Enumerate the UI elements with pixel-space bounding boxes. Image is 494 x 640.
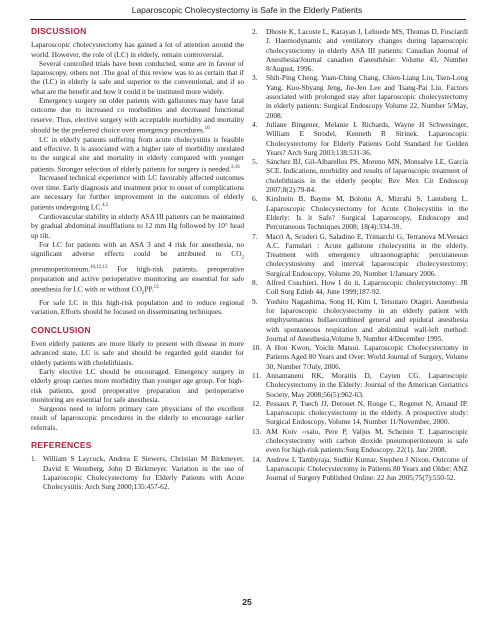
header-rule <box>30 19 466 20</box>
reference-number: 12. <box>252 398 262 408</box>
reference-number: 6. <box>252 194 258 204</box>
reference-item <box>252 194 468 231</box>
reference-item <box>252 120 468 157</box>
discussion-paragraph-6: Cardiovascular stability in elderly ASA III patients can be maintained by gradual abdominal insufflations to 12 mm Hg followed by 10° head up tilt. <box>31 211 244 240</box>
discussion-paragraph-3 <box>31 96 244 135</box>
discussion-paragraph-8: For safe LC in this high-risk population and to reduce regional variation, Efforts should be focused on disseminating techniques. <box>31 298 244 317</box>
discussion-paragraph-5 <box>31 173 244 212</box>
reference-item <box>31 454 244 491</box>
reference-item <box>252 27 468 73</box>
reference-text: Alfred Cuschieri. How I do it, Laparoscopic cholecystectomy: JR Coll Surg Edinb 44, June 1999;187-92. <box>266 278 468 297</box>
page-number: 25 <box>242 597 252 607</box>
reference-text: Juliane Bingener, Melanie L Richards, Wayne H Schwesinger, William E Strodel, Kenneth R Sirinek. Laparoscopic Cholecystectomy for Elderly Patients Gold Standard for Golden Years? Arch Surg 2003;138:531-36. <box>266 119 468 157</box>
reference-number: 5. <box>252 157 258 167</box>
reference-item <box>252 427 468 455</box>
reference-item <box>252 278 468 297</box>
right-column <box>252 27 468 483</box>
discussion-paragraph-4-text: LC in elderly patients suffering from acute cholecystitis is feasible and effective. It is associated with a higher rate of morbidity unrelated to the surgical site and mortality in elderly compared with younger patients. Stronger selection of elderly patients for surgery is needed. <box>31 134 244 174</box>
reference-text: Dhoste K, Lacoste L, Karayan J, Lehuede MS, Thomas D, Fusciardi J. Haemodynamic and ventilatory changes during laparoscopic cholecystectomy in elderly ASA III patients: Canadian Journal of Anesthesia/Journal canadien d'anesthésie: Volume 43, Number 8/August, 1996. <box>266 27 468 74</box>
reference-item <box>252 297 468 343</box>
reference-text: Pessaux P, Tuech JJ, Derouet N, Rouge C, Regenet N, Arnaud JP. Laparoscopic cholecystectomy in the elderly. A prospective study: Surgical Endoscopy, Volume 14, Number 11/November, 2000. <box>266 398 468 427</box>
reference-number: 13. <box>252 426 262 436</box>
reference-text: Sánchez BJ, Gil-Albarellos PS, Moreno MN, Monsalve LE, García SCE. Indications, morbidity and results of laparoscopic treatment of cholelithiasis in the elderly people: Rev Mex Cir Endoscop 2007;8(2):79-84. <box>266 157 468 195</box>
conclusion-paragraph-3: Surgeons need to inform primary care physicians of the excellent result of laparoscopic procedures in the elderly to encourage earlier referrals. <box>31 404 244 432</box>
discussion-paragraph-7-text: For LC for patients with an ASA 3 and 4 risk for anesthesia, no significant adverse effects could be attributed to CO <box>31 239 244 259</box>
discussion-paragraph-1: Laparoscopic cholecystectomy has gained a lot of attention around the world. However, the role of (LC) in elderly, remain controversial. <box>31 40 244 59</box>
reference-item <box>252 455 468 483</box>
reference-text: Shih-Ping Cheng, Yuan-Ching Chang, Chien-Liang Liu, Tsen-Long Yang, Kuo-Shyang Jeng, Jie-Jen Lee and Tsang-Pai Liu. Factors associated with prolonged stay after laparoscopic cholecystectomy in elderly patients: Surgical Endoscopy Volume 22, Number 5/May, 2008. <box>266 73 468 120</box>
discussion-paragraph-7 <box>31 240 244 298</box>
discussion-paragraph-2: Several controlled trials have been conducted, some are in favour of laparoscopy, others not .The goal of this review was to as certain that if the (LC) in elderly is safe and superior to the conventional, and if so what are the benefit and how it could it be instituted more widely. <box>31 58 244 96</box>
reference-text: AM Koiv ‹‹salo, Pere P, Valjus M, Scheinin T. Laparoscopic cholecystectomy with carbon dioxide pneumoperitoneum is safe even for high-risk patients:Surg Endoscopy, 22(1), Jan/ 2008. <box>266 426 468 455</box>
reference-text: Macrì A, Scuderi G, Saladino E, Trimarchi G, Terranova M.Versaci A.C. Famulari : Acute gallstone cholecystitis in the elderly. Treatment with emergency ultrasonographic percutaneous cholecystostomy and interval laparoscopic cholecystectomy: Surgical Endoscopy, Volume 20, Number 1/January 2006. <box>266 231 468 278</box>
reference-number: 10. <box>252 343 262 353</box>
discussion-paragraph-3-text: Emergency surgery on older patients with gallstones may have fatal outcome due to increased co morbidities and decreased functional reserve. Thus, elective surgery with acceptable morbidity and mortality should be the preferred choice over emergency procedures. <box>31 96 244 135</box>
reference-number: 4. <box>252 119 258 129</box>
subscript: 2 <box>241 255 244 261</box>
discussion-heading: DISCUSSION <box>31 26 87 36</box>
reference-text: Yoshito Nagashima, Song H, Kim I, Tetsutaro Otagiri. Anesthesia for laparoscopic cholecystectomy in an elderly patient with emphysematous bullaecombined general and epidural anesthesia with spontaneous respiration and abdominal wall-left method: Journal of Anesthesia,Volume 9, Number 4/December 1995. <box>266 296 468 343</box>
citation-sup: 3,16 <box>230 164 240 170</box>
references-heading: REFERENCES <box>31 440 92 450</box>
reference-item <box>252 73 468 119</box>
conclusion-paragraph-1: Even elderly patients are more likely to present with disease in more advanced state, LC is safe and should be regarded gold stander for elderly patients with cholelithiasis. <box>31 339 244 367</box>
reference-item <box>252 371 468 399</box>
reference-number: 14. <box>252 454 262 464</box>
reference-text: Andrew L Tambyraja, Sudhir Kumar, Stephen J Nixon. Outcome of Laparoscopic Cholecystectomy in Patients 80 Years and Older: ANZ Journal of Surgery Published Online: 22 Jun 2005;75(7):550-52. <box>266 454 468 483</box>
subscript: 2 <box>141 290 145 296</box>
reference-item <box>252 399 468 427</box>
reference-text: Kirshtein B, Bayme M, Bolotin A, Mizrahi S, Lantsberg L. Laparoscopic Cholecystectomy for Acute Cholecystitis in the Elderly: Is it Safe? Surgical Laparoscopy, Endoscopy and Percutaneous Techniques 2008; 18(4):334-39. <box>266 194 468 232</box>
discussion-paragraph-4 <box>31 135 244 174</box>
reference-item <box>252 157 468 194</box>
reference-text: Annamaneni RK, Moraitis D, Cayten CG. Laparoscopic Cholecystectomy in the Elderly: Journal of the American Geriatrics Society, May 2008;56(5):962-63. <box>266 370 468 399</box>
discussion-paragraph-7b-tail: PP. <box>144 284 154 294</box>
reference-text: William S Laycock, Andrea E Siewers, Christian M Birkmeyer, David E Wennberg, John D Birkmeyer. Variation in the use of Laparoscopic Cholecystectomy for Elderly Patients with Acute Cholecystitis: Arch Surg 2000;135:457-62. <box>43 454 244 492</box>
citation-sup: 16 <box>204 125 210 131</box>
citation-sup: 10,12,13 <box>89 264 108 270</box>
reference-number: 3. <box>252 73 258 83</box>
reference-number: 9. <box>252 296 258 306</box>
reference-number: 2. <box>252 27 258 36</box>
reference-item <box>252 343 468 371</box>
conclusion-heading: CONCLUSION <box>31 324 91 335</box>
running-head: Laparoscopic Cholecystectomy is Safe in the Elderly Patients <box>131 5 363 15</box>
reference-number: 11. <box>252 370 261 380</box>
reference-number: 7. <box>252 231 258 241</box>
reference-number: 1. <box>31 454 37 464</box>
reference-list <box>252 27 468 483</box>
citation-sup: 13 <box>153 284 159 290</box>
discussion-paragraph-7b-text: For high-risk patients, preoperative preparation and active perioperative monitoring are essential for safe anesthesia for LC with or without CO <box>31 264 244 294</box>
reference-number: 8. <box>252 278 258 288</box>
discussion-paragraph-7-tail: pneumoperitoneum. <box>31 264 90 274</box>
reference-item <box>252 232 468 278</box>
citation-sup: 4,5 <box>102 203 109 209</box>
left-column <box>31 27 244 491</box>
discussion-paragraph-5-text: Increased technical experience with LC favorably affected outcomes over time. Early diagnosis and treatment prior to onset of complications are necessary for further improvement in the outcomes of elderly patients undergoing LC. <box>31 173 244 212</box>
reference-text: A Hon Kwon, Yoichi Matsui. Laparoscopic Cholecystectomy in Patients Aged 80 Years and Over: World Journal of Surgery, Volume 30, Number 7/July, 2006. <box>266 343 468 371</box>
conclusion-paragraph-2: Early elective LC should be encouraged. Emergency surgery in elderly group carries more morbidity than younger age group. For high-risk patients, good preoperative preparation and perioperative monitoring are essential for safe anesthesia. <box>31 366 244 404</box>
